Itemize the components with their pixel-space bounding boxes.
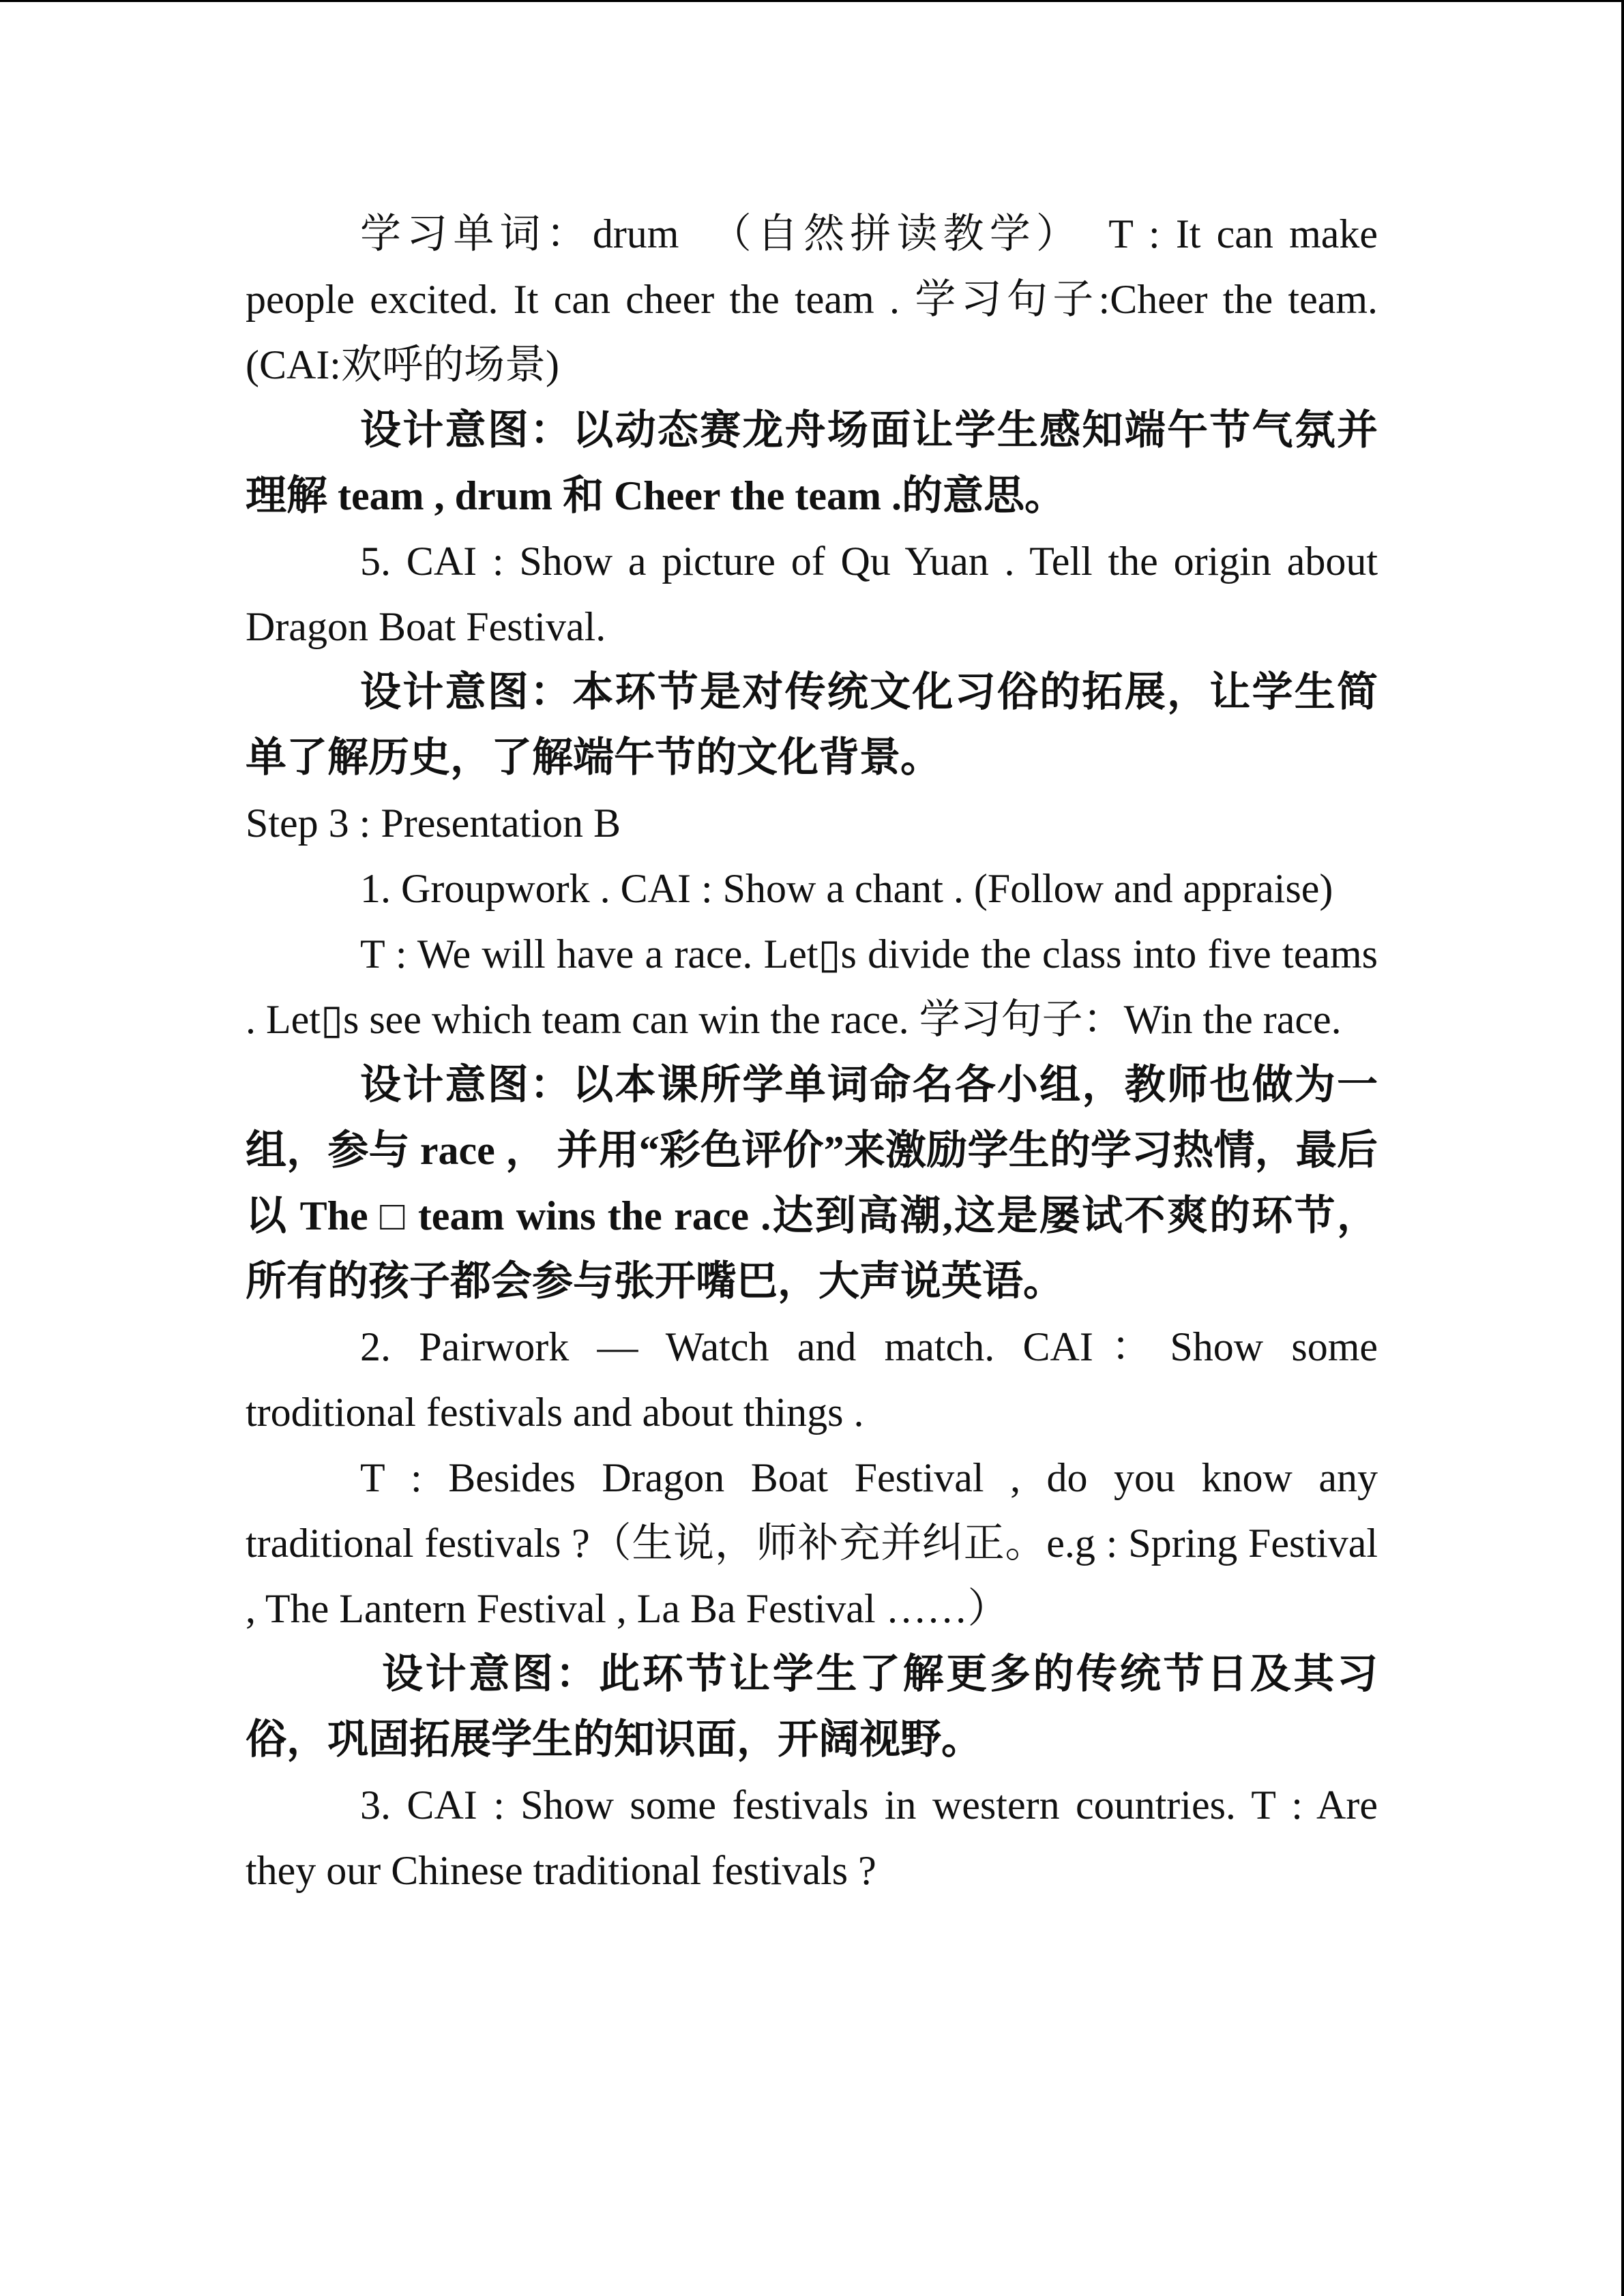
page-top-border (0, 0, 1624, 2)
paragraph-learn-drum: 学习单词：drum （自然拼读教学） T : It can make people excited. It can cheer the team . 学习句子:Cheer the team.(CAI:欢呼的场景) (246, 211, 1378, 387)
paragraph-pairwork: 2. Pairwork — Watch and match. CAI：Show some troditional festivals and about things . (246, 1324, 1378, 1435)
paragraph-design-intent-4: 设计意图：此环节让学生了解更多的传统节日及其习俗，巩固拓展学生的知识面，开阔视野。 (246, 1652, 1378, 1762)
paragraph-design-intent-1: 设计意图：以动态赛龙舟场面让学生感知端午节气氛并理解 team , drum 和 Cheer the team .的意思。 (246, 408, 1378, 518)
document-body (246, 201, 1378, 1903)
section-heading-step-3: Step 3 : Presentation B (246, 801, 621, 846)
paragraph-design-intent-2: 设计意图：本环节是对传统文化习俗的拓展，让学生简单了解历史，了解端午节的文化背景。 (246, 670, 1378, 780)
paragraph-race: T : We will have a race. Let▯s divide the class into five teams . Let▯s see which team can win the race. 学习句子：Win the race. (246, 931, 1378, 1042)
paragraph-western-festivals: 3. CAI : Show some festivals in western countries. T : Are they our Chinese traditional festivals ? (246, 1783, 1378, 1893)
paragraph-groupwork: 1. Groupwork . CAI : Show a chant . (Follow and appraise) (360, 866, 1333, 911)
paragraph-design-intent-3: 设计意图：以本课所学单词命名各小组，教师也做为一组，参与 race ， 并用“彩色评价”来激励学生的学习热情，最后以 The □ team wins the race .达到高潮,这是屡试不爽的环节，所有的孩子都会参与张开嘴巴，大声说英语。 (246, 1062, 1378, 1304)
page-right-border (1621, 0, 1624, 2296)
paragraph-traditional-festivals: T : Besides Dragon Boat Festival , do you know any traditional festivals ?（生说，师补充并纠正。e.g : Spring Festival , The Lantern Festival , La Ba Festival ……） (246, 1455, 1378, 1631)
paragraph-step-5-qu-yuan: 5. CAI : Show a picture of Qu Yuan . Tell the origin about Dragon Boat Festival. (246, 539, 1378, 649)
